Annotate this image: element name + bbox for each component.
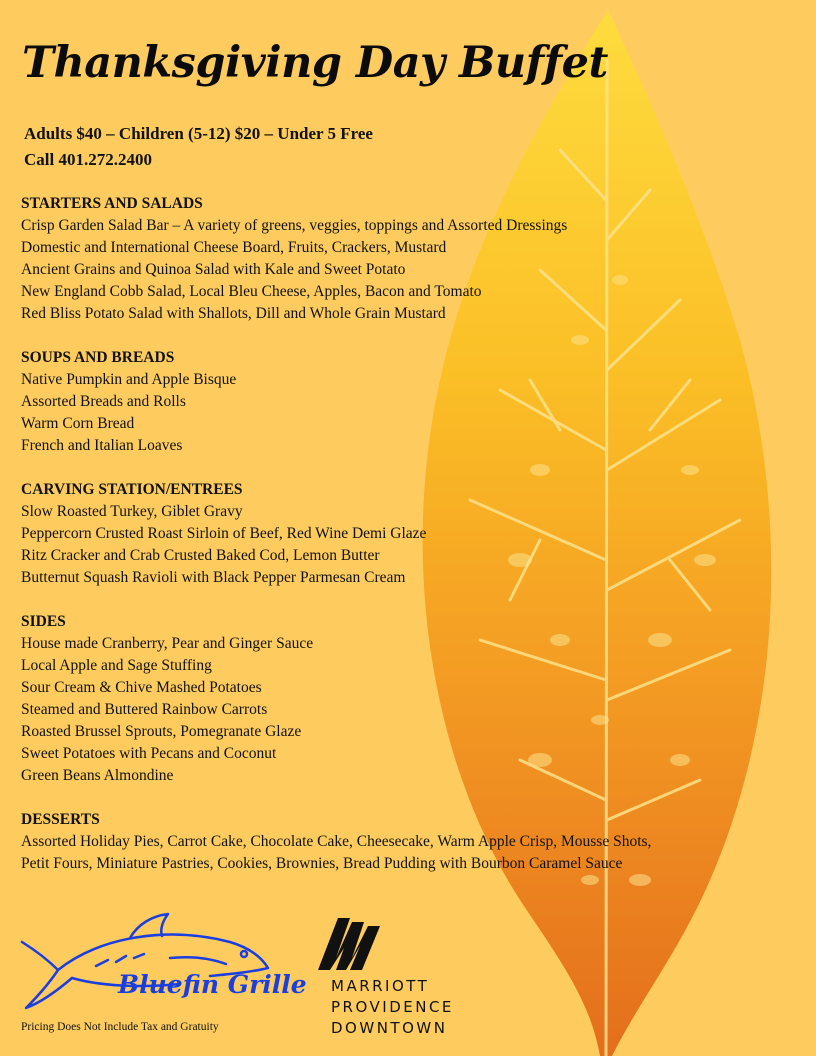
menu-item: Green Beans Almondine	[21, 767, 174, 784]
marriott-line: MARRIOTT	[331, 977, 430, 995]
menu-item: Native Pumpkin and Apple Bisque	[21, 371, 237, 388]
menu-item: Sweet Potatoes with Pecans and Coconut	[21, 745, 277, 762]
section-heading: STARTERS AND SALADS	[21, 195, 203, 212]
pricing-block	[24, 121, 373, 173]
menu-item: Sour Cream & Chive Mashed Potatoes	[21, 679, 262, 696]
pricing-disclaimer: Pricing Does Not Include Tax and Gratuity	[21, 1021, 219, 1033]
menu-item: Warm Corn Bread	[21, 415, 135, 432]
page-title: Thanksgiving Day Buffet	[22, 38, 608, 88]
bluefin-grille-logo	[20, 912, 310, 1014]
marriott-wordmark	[331, 976, 454, 1039]
section-soups-and-breads	[21, 347, 651, 457]
section-heading: SIDES	[21, 613, 66, 630]
menu-item: Assorted Breads and Rolls	[21, 393, 186, 410]
menu-item: Red Bliss Potato Salad with Shallots, Dill and Whole Grain Mustard	[21, 305, 446, 322]
section-heading: DESSERTS	[21, 811, 100, 828]
menu-sections	[21, 193, 651, 897]
menu-item: Peppercorn Crusted Roast Sirloin of Beef, Red Wine Demi Glaze	[21, 525, 427, 542]
marriott-m-logo	[316, 912, 396, 972]
phone-line: Call 401.272.2400	[24, 150, 152, 169]
marriott-line: DOWNTOWN	[331, 1019, 448, 1037]
marriott-logo	[316, 912, 486, 1042]
menu-item: House made Cranberry, Pear and Ginger Sauce	[21, 635, 314, 652]
marriott-line: PROVIDENCE	[331, 998, 454, 1016]
menu-item: Ritz Cracker and Crab Crusted Baked Cod, Lemon Butter	[21, 547, 380, 564]
menu-item: Roasted Brussel Sprouts, Pomegranate Glaze	[21, 723, 302, 740]
section-sides	[21, 611, 651, 787]
menu-item: Domestic and International Cheese Board, Fruits, Crackers, Mustard	[21, 239, 447, 256]
menu-item: Crisp Garden Salad Bar – A variety of greens, veggies, toppings and Assorted Dressings	[21, 217, 568, 234]
menu-item: Butternut Squash Ravioli with Black Pepper Parmesan Cream	[21, 569, 406, 586]
menu-item: Slow Roasted Turkey, Giblet Gravy	[21, 503, 243, 520]
section-desserts	[21, 809, 651, 875]
section-heading: CARVING STATION/ENTREES	[21, 481, 243, 498]
menu-item: Assorted Holiday Pies, Carrot Cake, Chocolate Cake, Cheesecake, Warm Apple Crisp, Mousse Shots,	[21, 833, 652, 850]
menu-item: Steamed and Buttered Rainbow Carrots	[21, 701, 268, 718]
menu-item: Petit Fours, Miniature Pastries, Cookies, Brownies, Bread Pudding with Bourbon Caramel Sauce	[21, 855, 623, 872]
price-line: Adults $40 – Children (5-12) $20 – Under 5 Free	[24, 124, 373, 143]
section-starters-and-salads	[21, 193, 651, 325]
section-carving-station	[21, 479, 651, 589]
section-heading: SOUPS AND BREADS	[21, 349, 175, 366]
menu-item: French and Italian Loaves	[21, 437, 183, 454]
menu-item: New England Cobb Salad, Local Bleu Cheese, Apples, Bacon and Tomato	[21, 283, 482, 300]
menu-item: Ancient Grains and Quinoa Salad with Kale and Sweet Potato	[21, 261, 406, 278]
menu-item: Local Apple and Sage Stuffing	[21, 657, 212, 674]
bluefin-wordmark: Bluefin Grille	[118, 970, 307, 999]
